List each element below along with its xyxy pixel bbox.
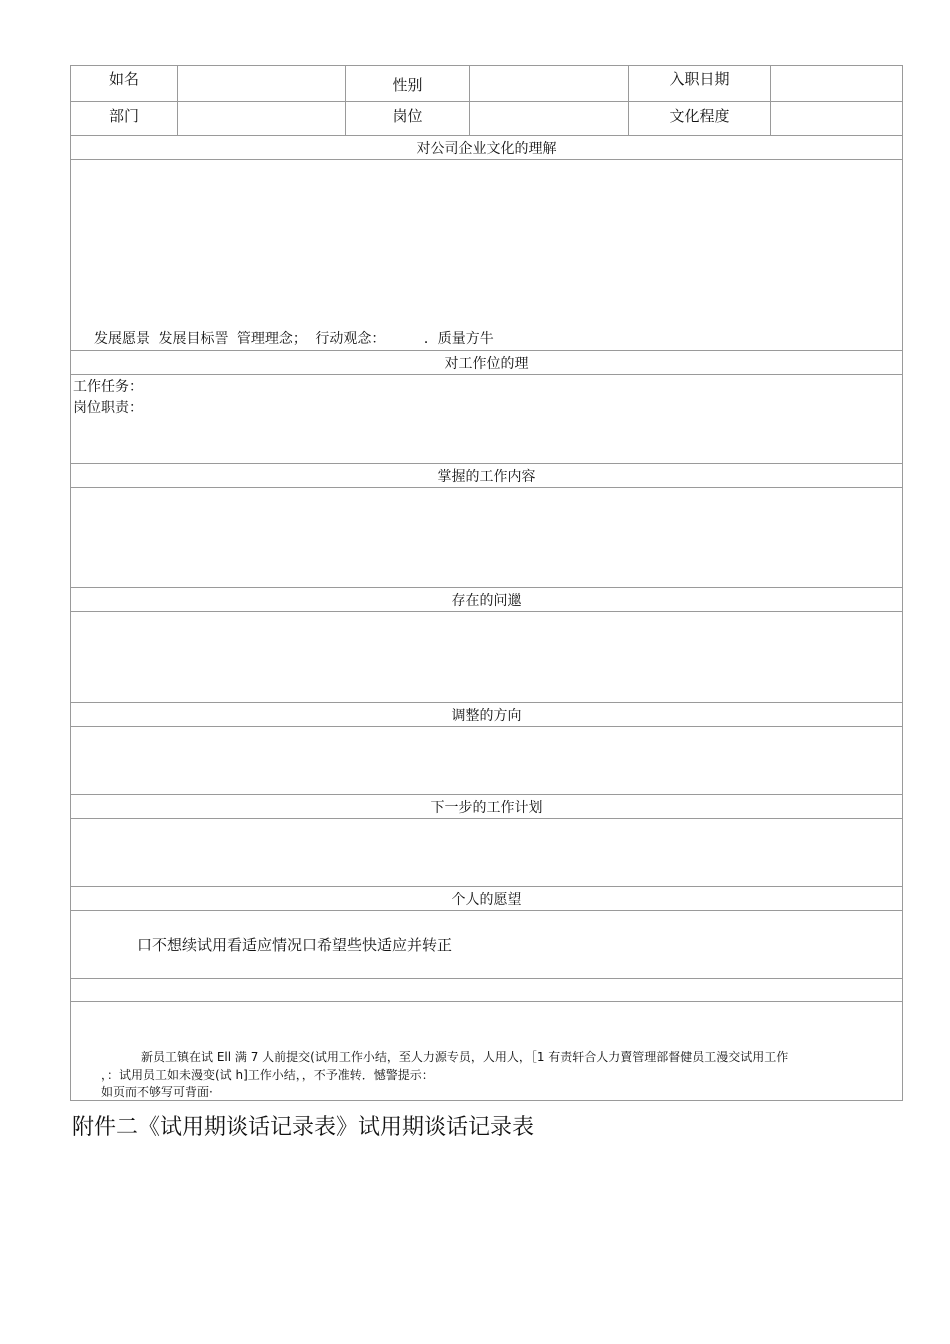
form-table — [70, 65, 903, 1101]
job-header-row — [71, 351, 903, 375]
adjust-body-row — [71, 727, 903, 795]
problems-header-row — [71, 588, 903, 612]
next-plan-header-row — [71, 795, 903, 819]
department-label: 部门 — [108, 107, 139, 125]
wish-header: 个人的愿望 — [71, 887, 903, 911]
culture-item-goal: 发展目标詈 — [158, 331, 229, 347]
job-body-row — [71, 375, 903, 464]
department-value-cell[interactable] — [178, 102, 346, 136]
trial-interview-form — [70, 65, 902, 1101]
culture-items — [94, 328, 498, 348]
name-value-cell[interactable] — [178, 66, 346, 102]
job-duty-label: 岗位职责： — [73, 400, 143, 416]
mastered-header-row — [71, 464, 903, 488]
gender-label-cell — [346, 66, 470, 102]
name-label: 如名 — [108, 70, 139, 88]
hire-date-value-cell[interactable] — [771, 66, 903, 102]
footer-title: 附件二《试用期谈话记录表》试用期谈话记录表 — [72, 1115, 535, 1140]
culture-header-row — [71, 136, 903, 160]
spacer-cell — [71, 979, 903, 1002]
job-answer-area[interactable] — [71, 375, 903, 464]
gender-value-cell[interactable] — [470, 66, 629, 102]
note-cell — [71, 1002, 903, 1101]
position-label: 岗位 — [392, 107, 423, 125]
problems-header: 存在的问邋 — [71, 588, 903, 612]
note-line-3: 如页而不够写可背面· — [101, 1085, 213, 1099]
next-plan-body-row — [71, 819, 903, 887]
position-label-cell — [346, 102, 470, 136]
culture-body-row — [71, 160, 903, 351]
job-task-label: 工作任务： — [73, 379, 143, 395]
culture-answer-area[interactable] — [71, 160, 903, 351]
hire-date-label: 入职日期 — [669, 70, 730, 88]
hire-date-label-cell — [629, 66, 771, 102]
info-row-1 — [71, 66, 903, 102]
culture-item-management: 管理理念； — [236, 331, 307, 347]
adjust-header-row — [71, 703, 903, 727]
note-row — [71, 1002, 903, 1101]
wish-header-row — [71, 887, 903, 911]
adjust-header: 调整的方向 — [71, 703, 903, 727]
gender-label: 性别 — [392, 76, 423, 94]
job-header: 对工作位的理 — [71, 351, 903, 375]
mastered-header: 掌握的工作内容 — [71, 464, 903, 488]
culture-item-behavior: 行动观念： — [315, 331, 386, 347]
education-value-cell[interactable] — [771, 102, 903, 136]
education-label-cell — [629, 102, 771, 136]
education-label: 文化程度 — [669, 107, 730, 125]
position-value-cell[interactable] — [470, 102, 629, 136]
name-label-cell — [71, 66, 178, 102]
note-line-2: ，：试用员工如未漫变(试 h]工作小结，，不予准转．憾警提示： — [101, 1068, 434, 1082]
wish-options: 口不想续试用看适应情况口希望些快适应并转正 — [137, 936, 453, 954]
wish-answer-area[interactable] — [71, 911, 903, 979]
next-plan-answer-area[interactable] — [71, 819, 903, 887]
problems-body-row — [71, 612, 903, 703]
spacer-row — [71, 979, 903, 1002]
culture-item-quality: ．质量方牛 — [423, 331, 494, 347]
culture-item-vision: 发展愿景 — [94, 331, 150, 347]
department-label-cell — [71, 102, 178, 136]
info-row-2 — [71, 102, 903, 136]
note-line-1: 新员工镇在试 Ell 满 7 人前提交(试用工作小结，至人力源专员，人用人，［1 有责轩合人力賣管理部督健员工漫交试用工作 — [141, 1050, 789, 1064]
mastered-body-row — [71, 488, 903, 588]
wish-body-row — [71, 911, 903, 979]
culture-header: 对公司企业文化的理解 — [71, 136, 903, 160]
next-plan-header: 下一步的工作计划 — [71, 795, 903, 819]
mastered-answer-area[interactable] — [71, 488, 903, 588]
adjust-answer-area[interactable] — [71, 727, 903, 795]
problems-answer-area[interactable] — [71, 612, 903, 703]
